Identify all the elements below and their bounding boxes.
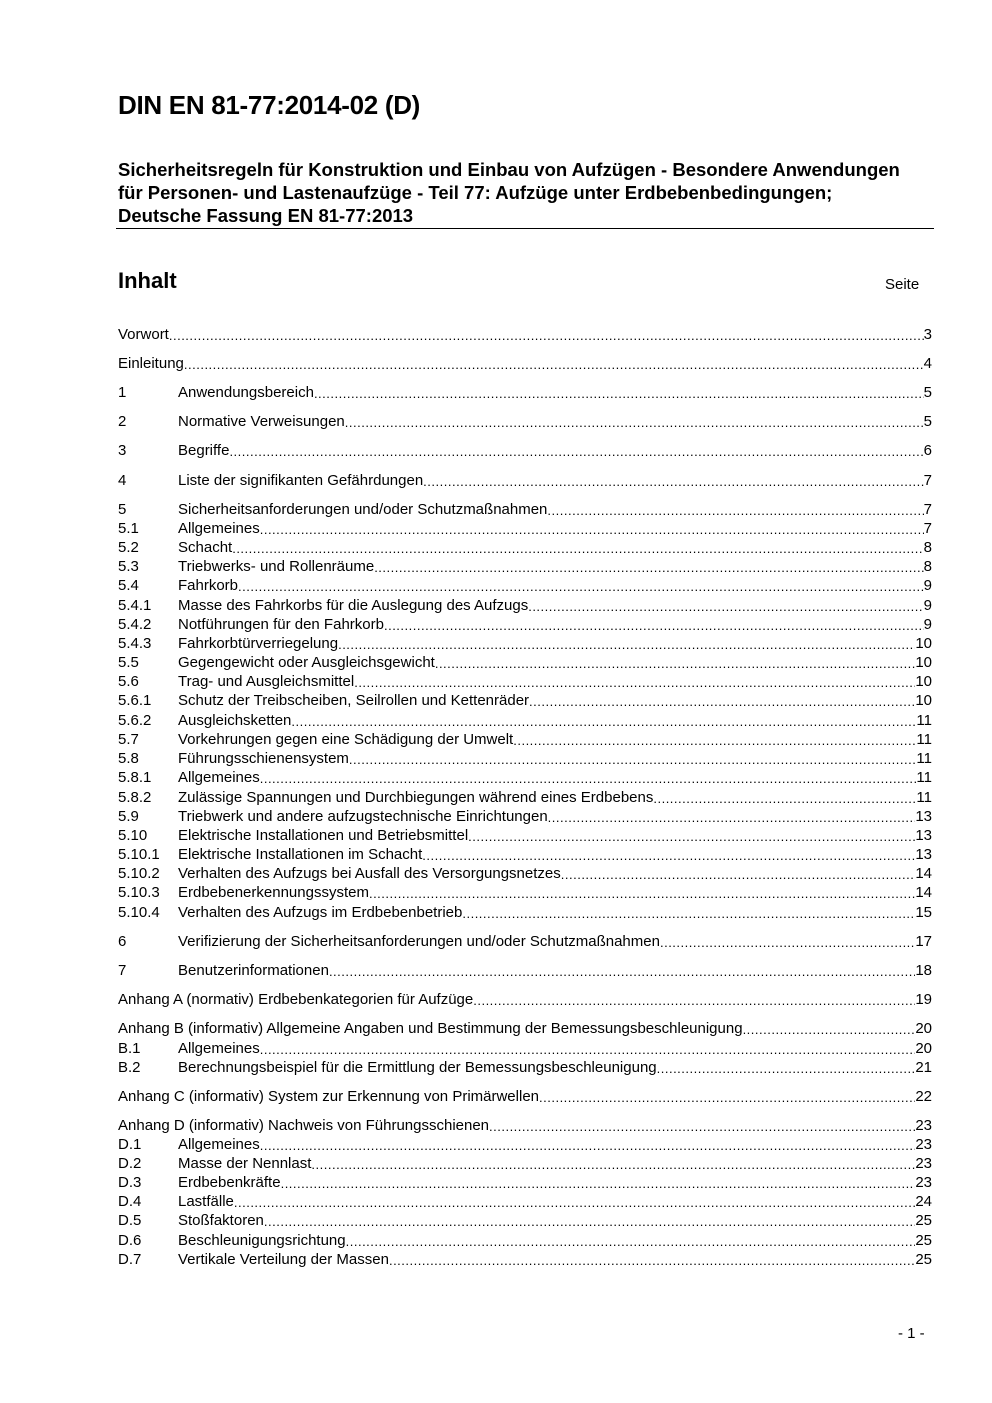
toc-entry-page: 9 <box>923 577 932 594</box>
toc-entry[interactable] <box>118 691 932 710</box>
toc-entry[interactable] <box>118 932 932 951</box>
toc-entry[interactable] <box>118 749 932 768</box>
toc-entry[interactable] <box>118 1250 932 1269</box>
toc-dot-leader <box>260 1137 916 1154</box>
toc-entry[interactable] <box>118 1039 932 1058</box>
toc-entry-page: 3 <box>923 326 932 343</box>
toc-entry[interactable] <box>118 471 932 490</box>
toc-dot-leader <box>468 828 915 845</box>
toc-entry-title: Zulässige Spannungen und Durchbiegungen während eines Erdbebens <box>178 789 654 806</box>
toc-dot-leader <box>314 385 924 402</box>
toc-entry-title: Trag- und Ausgleichsmittel <box>178 673 355 690</box>
toc-entry-page: 10 <box>915 635 932 652</box>
toc-entry[interactable] <box>118 807 932 826</box>
toc-dot-leader <box>561 866 916 883</box>
toc-dot-leader <box>435 655 915 672</box>
toc-entry-title: Vertikale Verteilung der Massen <box>178 1251 389 1268</box>
toc-entry-page: 11 <box>916 750 932 767</box>
toc-entry-page: 22 <box>915 1088 932 1105</box>
toc-entry-title: Führungsschienensystem <box>178 750 349 767</box>
toc-entry-page: 13 <box>915 808 932 825</box>
toc-dot-leader <box>529 693 915 710</box>
toc-entry[interactable] <box>118 383 932 402</box>
toc-dot-leader <box>743 1021 916 1038</box>
toc-dot-leader <box>238 578 924 595</box>
toc-entry[interactable] <box>118 653 932 672</box>
toc-entry-title: Stoßfaktoren <box>178 1212 264 1229</box>
toc-entry-page: 9 <box>923 616 932 633</box>
toc-dot-leader <box>513 732 916 749</box>
toc-entry-number: 5.3 <box>118 558 139 575</box>
toc-entry-title: Fahrkorb <box>178 577 239 594</box>
toc-entry[interactable] <box>118 788 932 807</box>
toc-entry-number: 5.8.2 <box>118 789 152 806</box>
toc-entry-title: Verhalten des Aufzugs bei Ausfall des Versorgungsnetzes <box>178 865 561 882</box>
toc-entry-number: 5.10.2 <box>118 865 160 882</box>
toc-entry-number: 5.4.1 <box>118 597 152 614</box>
toc-entry[interactable] <box>118 325 932 344</box>
toc-entry[interactable] <box>118 576 932 595</box>
toc-entry-page: 15 <box>915 904 932 921</box>
toc-entry-title: Gegengewicht oder Ausgleichsgewicht <box>178 654 435 671</box>
toc-dot-leader <box>369 885 915 902</box>
toc-entry-title: Erdbebenerkennungssystem <box>178 884 369 901</box>
toc-entry[interactable] <box>118 730 932 749</box>
toc-entry[interactable] <box>118 1231 932 1250</box>
toc-dot-leader <box>329 963 915 980</box>
toc-entry-page: 8 <box>923 558 932 575</box>
toc-entry-title: Liste der signifikanten Gefährdungen <box>178 472 424 489</box>
page-number-footer: - 1 - <box>898 1325 925 1342</box>
toc-entry-page: 5 <box>923 413 932 430</box>
toc-entry-title: Lastfälle <box>178 1193 234 1210</box>
toc-entry[interactable] <box>118 615 932 634</box>
toc-dot-leader <box>539 1089 915 1106</box>
toc-entry-page: 5 <box>923 384 932 401</box>
toc-entry-page: 17 <box>915 933 932 950</box>
toc-entry-number: 5.4.2 <box>118 616 152 633</box>
toc-dot-leader <box>169 327 924 344</box>
toc-entry-page: 25 <box>915 1251 932 1268</box>
toc-entry-page: 14 <box>915 884 932 901</box>
toc-entry-title: Schacht <box>178 539 233 556</box>
toc-dot-leader <box>345 414 924 431</box>
toc-entry-page: 11 <box>916 712 932 729</box>
toc-entry-number: B.2 <box>118 1059 141 1076</box>
toc-entry-page: 19 <box>915 991 932 1008</box>
toc-entry-page: 11 <box>916 789 932 806</box>
toc-entry-title: Ausgleichsketten <box>178 712 292 729</box>
toc-entry[interactable] <box>118 1154 932 1173</box>
toc-entry[interactable] <box>118 864 932 883</box>
toc-entry[interactable] <box>118 354 932 373</box>
toc-entry[interactable] <box>118 1058 932 1077</box>
toc-dot-leader <box>281 1175 916 1192</box>
toc-entry-number: 5.8.1 <box>118 769 152 786</box>
toc-dot-leader <box>311 1156 915 1173</box>
toc-entry-title: Anhang D (informativ) Nachweis von Führungsschienen <box>118 1117 490 1134</box>
toc-entry-number: 5.7 <box>118 731 139 748</box>
toc-entry-title: Anhang B (informativ) Allgemeine Angaben und Bestimmung der Bemessungsbeschleunigung <box>118 1020 743 1037</box>
toc-entry-number: 5.6 <box>118 673 139 690</box>
toc-dot-leader <box>660 934 915 951</box>
toc-entry[interactable] <box>118 826 932 845</box>
toc-dot-leader <box>389 1252 915 1269</box>
toc-entry-number: 3 <box>118 442 127 459</box>
toc-entry[interactable] <box>118 1087 932 1106</box>
toc-entry[interactable] <box>118 1211 932 1230</box>
toc-entry[interactable] <box>118 500 932 519</box>
toc-entry-number: 5.1 <box>118 520 139 537</box>
toc-dot-leader <box>462 905 915 922</box>
document-subtitle: Sicherheitsregeln für Konstruktion und Einbau von Aufzügen - Besondere Anwendungen für Personen- und Lastenaufzüge - Teil 77: Aufzüge unter Erdbebenbedingungen; Deutsche Fassung EN 81-77:2013 <box>118 159 900 226</box>
toc-entry-title: Verhalten des Aufzugs im Erdbebenbetrieb <box>178 904 463 921</box>
toc-entry-number: D.6 <box>118 1232 142 1249</box>
toc-entry-page: 10 <box>915 692 932 709</box>
toc-entry-number: 4 <box>118 472 127 489</box>
toc-entry-page: 20 <box>915 1020 932 1037</box>
toc-entry-title: Allgemeines <box>178 1136 260 1153</box>
toc-entry-page: 25 <box>915 1232 932 1249</box>
toc-heading: Inhalt <box>118 268 177 293</box>
toc-entry[interactable] <box>118 1135 932 1154</box>
toc-entry[interactable] <box>118 519 932 538</box>
toc-entry-page: 24 <box>915 1193 932 1210</box>
toc-entry-number: 5.4.3 <box>118 635 152 652</box>
toc-entry-page: 13 <box>915 846 932 863</box>
toc-entry-number: 5.10.1 <box>118 846 160 863</box>
toc-entry-number: 5.6.1 <box>118 692 152 709</box>
toc-entry-title: Vorwort <box>118 326 169 343</box>
toc-entry-page: 13 <box>915 827 932 844</box>
toc-dot-leader <box>422 847 915 864</box>
toc-entry-number: D.4 <box>118 1193 142 1210</box>
toc-entry[interactable] <box>118 538 932 557</box>
toc-entry-title: Anwendungsbereich <box>178 384 314 401</box>
toc-entry[interactable] <box>118 412 932 431</box>
toc-entry-title: Allgemeines <box>178 520 260 537</box>
toc-entry[interactable] <box>118 1192 932 1211</box>
toc-entry-title: Anhang A (normativ) Erdbebenkategorien für Aufzüge <box>118 991 474 1008</box>
toc-entry[interactable] <box>118 1173 932 1192</box>
toc-entry[interactable] <box>118 768 932 787</box>
toc-entry-title: Berechnungsbeispiel für die Ermittlung der Bemessungsbeschleunigung <box>178 1059 657 1076</box>
toc-entry-page: 4 <box>923 355 932 372</box>
toc-dot-leader <box>260 770 917 787</box>
toc-entry-title: Benutzerinformationen <box>178 962 329 979</box>
toc-entry-title: Triebwerk und andere aufzugstechnische Einrichtungen <box>178 808 548 825</box>
toc-entry[interactable] <box>118 672 932 691</box>
toc-entry-title: Verifizierung der Sicherheitsanforderungen und/oder Schutzmaßnahmen <box>178 933 660 950</box>
toc-entry-number: D.1 <box>118 1136 142 1153</box>
toc-dot-leader <box>260 1041 916 1058</box>
toc-entry-number: 5.2 <box>118 539 139 556</box>
toc-dot-leader <box>260 521 924 538</box>
toc-dot-leader <box>264 1213 915 1230</box>
toc-dot-leader <box>384 617 924 634</box>
toc-entry-number: 7 <box>118 962 127 979</box>
toc-entry-page: 18 <box>915 962 932 979</box>
toc-entry-number: 5.8 <box>118 750 139 767</box>
toc-dot-leader <box>229 443 923 460</box>
toc-entry-title: Elektrische Installationen und Betriebsmittel <box>178 827 469 844</box>
toc-entry-title: Fahrkorbtürverriegelung <box>178 635 339 652</box>
toc-entry-title: Masse der Nennlast <box>178 1155 312 1172</box>
toc-entry-title: Allgemeines <box>178 769 260 786</box>
toc-entry[interactable] <box>118 961 932 980</box>
toc-entry-title: Erdbebenkräfte <box>178 1174 281 1191</box>
toc-entry-number: D.5 <box>118 1212 142 1229</box>
toc-dot-leader <box>528 598 923 615</box>
toc-entry-title: Sicherheitsanforderungen und/oder Schutzmaßnahmen <box>178 501 548 518</box>
toc-dot-leader <box>653 790 916 807</box>
toc-entry-title: Begriffe <box>178 442 230 459</box>
toc-dot-leader <box>657 1060 916 1077</box>
toc-dot-leader <box>346 1233 916 1250</box>
toc-dot-leader <box>354 674 915 691</box>
toc-dot-leader <box>423 473 923 490</box>
toc-entry-title: Normative Verweisungen <box>178 413 345 430</box>
toc-entry-title: Allgemeines <box>178 1040 260 1057</box>
toc-entry[interactable] <box>118 711 932 730</box>
toc-entry-number: 5.5 <box>118 654 139 671</box>
document-title: DIN EN 81-77:2014-02 (D) <box>118 90 421 120</box>
toc-entry-number: 5.9 <box>118 808 139 825</box>
toc-entry-number: 6 <box>118 933 127 950</box>
toc-dot-leader <box>184 356 924 373</box>
toc-entry-page: 23 <box>915 1155 932 1172</box>
toc-entry-page: 10 <box>915 673 932 690</box>
toc-dot-leader <box>548 809 916 826</box>
toc-entry[interactable] <box>118 634 932 653</box>
toc-entry-page: 7 <box>923 520 932 537</box>
toc-entry-number: 5 <box>118 501 127 518</box>
toc-dot-leader <box>291 713 916 730</box>
toc-entry-page: 20 <box>915 1040 932 1057</box>
toc-entry-title: Vorkehrungen gegen eine Schädigung der Umwelt <box>178 731 514 748</box>
toc-dot-leader <box>547 502 923 519</box>
toc-entry[interactable] <box>118 557 932 576</box>
toc-page-column-label: Seite <box>885 276 920 293</box>
toc-entry-number: 2 <box>118 413 127 430</box>
toc-entry-page: 9 <box>923 597 932 614</box>
toc-entry-page: 23 <box>915 1174 932 1191</box>
toc-dot-leader <box>473 992 915 1009</box>
toc-dot-leader <box>374 559 923 576</box>
toc-entry[interactable] <box>118 990 932 1009</box>
toc-entry-title: Masse des Fahrkorbs für die Auslegung des Aufzugs <box>178 597 529 614</box>
toc-dot-leader <box>232 540 923 557</box>
toc-entry[interactable] <box>118 845 932 864</box>
toc-entry-number: D.7 <box>118 1251 142 1268</box>
toc-entry-page: 25 <box>915 1212 932 1229</box>
toc-entry-page: 11 <box>916 731 932 748</box>
toc-entry-page: 21 <box>915 1059 932 1076</box>
toc-entry-title: Triebwerks- und Rollenräume <box>178 558 375 575</box>
toc-entry-title: Anhang C (informativ) System zur Erkennung von Primärwellen <box>118 1088 540 1105</box>
toc-entry-number: D.2 <box>118 1155 142 1172</box>
toc-entry[interactable] <box>118 1116 932 1135</box>
toc-entry-page: 6 <box>923 442 932 459</box>
toc-entry-number: D.3 <box>118 1174 142 1191</box>
toc-entry[interactable] <box>118 1019 932 1038</box>
toc-entry[interactable] <box>118 903 932 922</box>
toc-entry[interactable] <box>118 883 932 902</box>
toc-entry[interactable] <box>118 441 932 460</box>
toc-entry-page: 10 <box>915 654 932 671</box>
toc-entry-title: Notführungen für den Fahrkorb <box>178 616 384 633</box>
toc-entry-title: Einleitung <box>118 355 184 372</box>
toc-entry[interactable] <box>118 596 932 615</box>
toc-entry-title: Schutz der Treibscheiben, Seilrollen und Kettenräder <box>178 692 530 709</box>
title-divider <box>116 228 934 229</box>
toc-dot-leader <box>234 1194 915 1211</box>
toc-entry-page: 7 <box>923 472 932 489</box>
toc-entry-number: B.1 <box>118 1040 141 1057</box>
toc-entry-title: Beschleunigungsrichtung <box>178 1232 346 1249</box>
toc-entry-number: 5.4 <box>118 577 139 594</box>
toc-dot-leader <box>489 1118 915 1135</box>
toc-entry-number: 1 <box>118 384 127 401</box>
toc-entry-page: 11 <box>916 769 932 786</box>
toc-entry-page: 23 <box>915 1117 932 1134</box>
toc-dot-leader <box>349 751 917 768</box>
toc-entry-number: 5.6.2 <box>118 712 152 729</box>
toc-entry-page: 7 <box>923 501 932 518</box>
toc-entry-page: 14 <box>915 865 932 882</box>
toc-entry-page: 8 <box>923 539 932 556</box>
toc-entry-number: 5.10 <box>118 827 148 844</box>
toc-dot-leader <box>338 636 915 653</box>
toc-entry-page: 23 <box>915 1136 932 1153</box>
toc-entry-number: 5.10.4 <box>118 904 160 921</box>
toc-entry-title: Elektrische Installationen im Schacht <box>178 846 423 863</box>
toc-entry-number: 5.10.3 <box>118 884 160 901</box>
